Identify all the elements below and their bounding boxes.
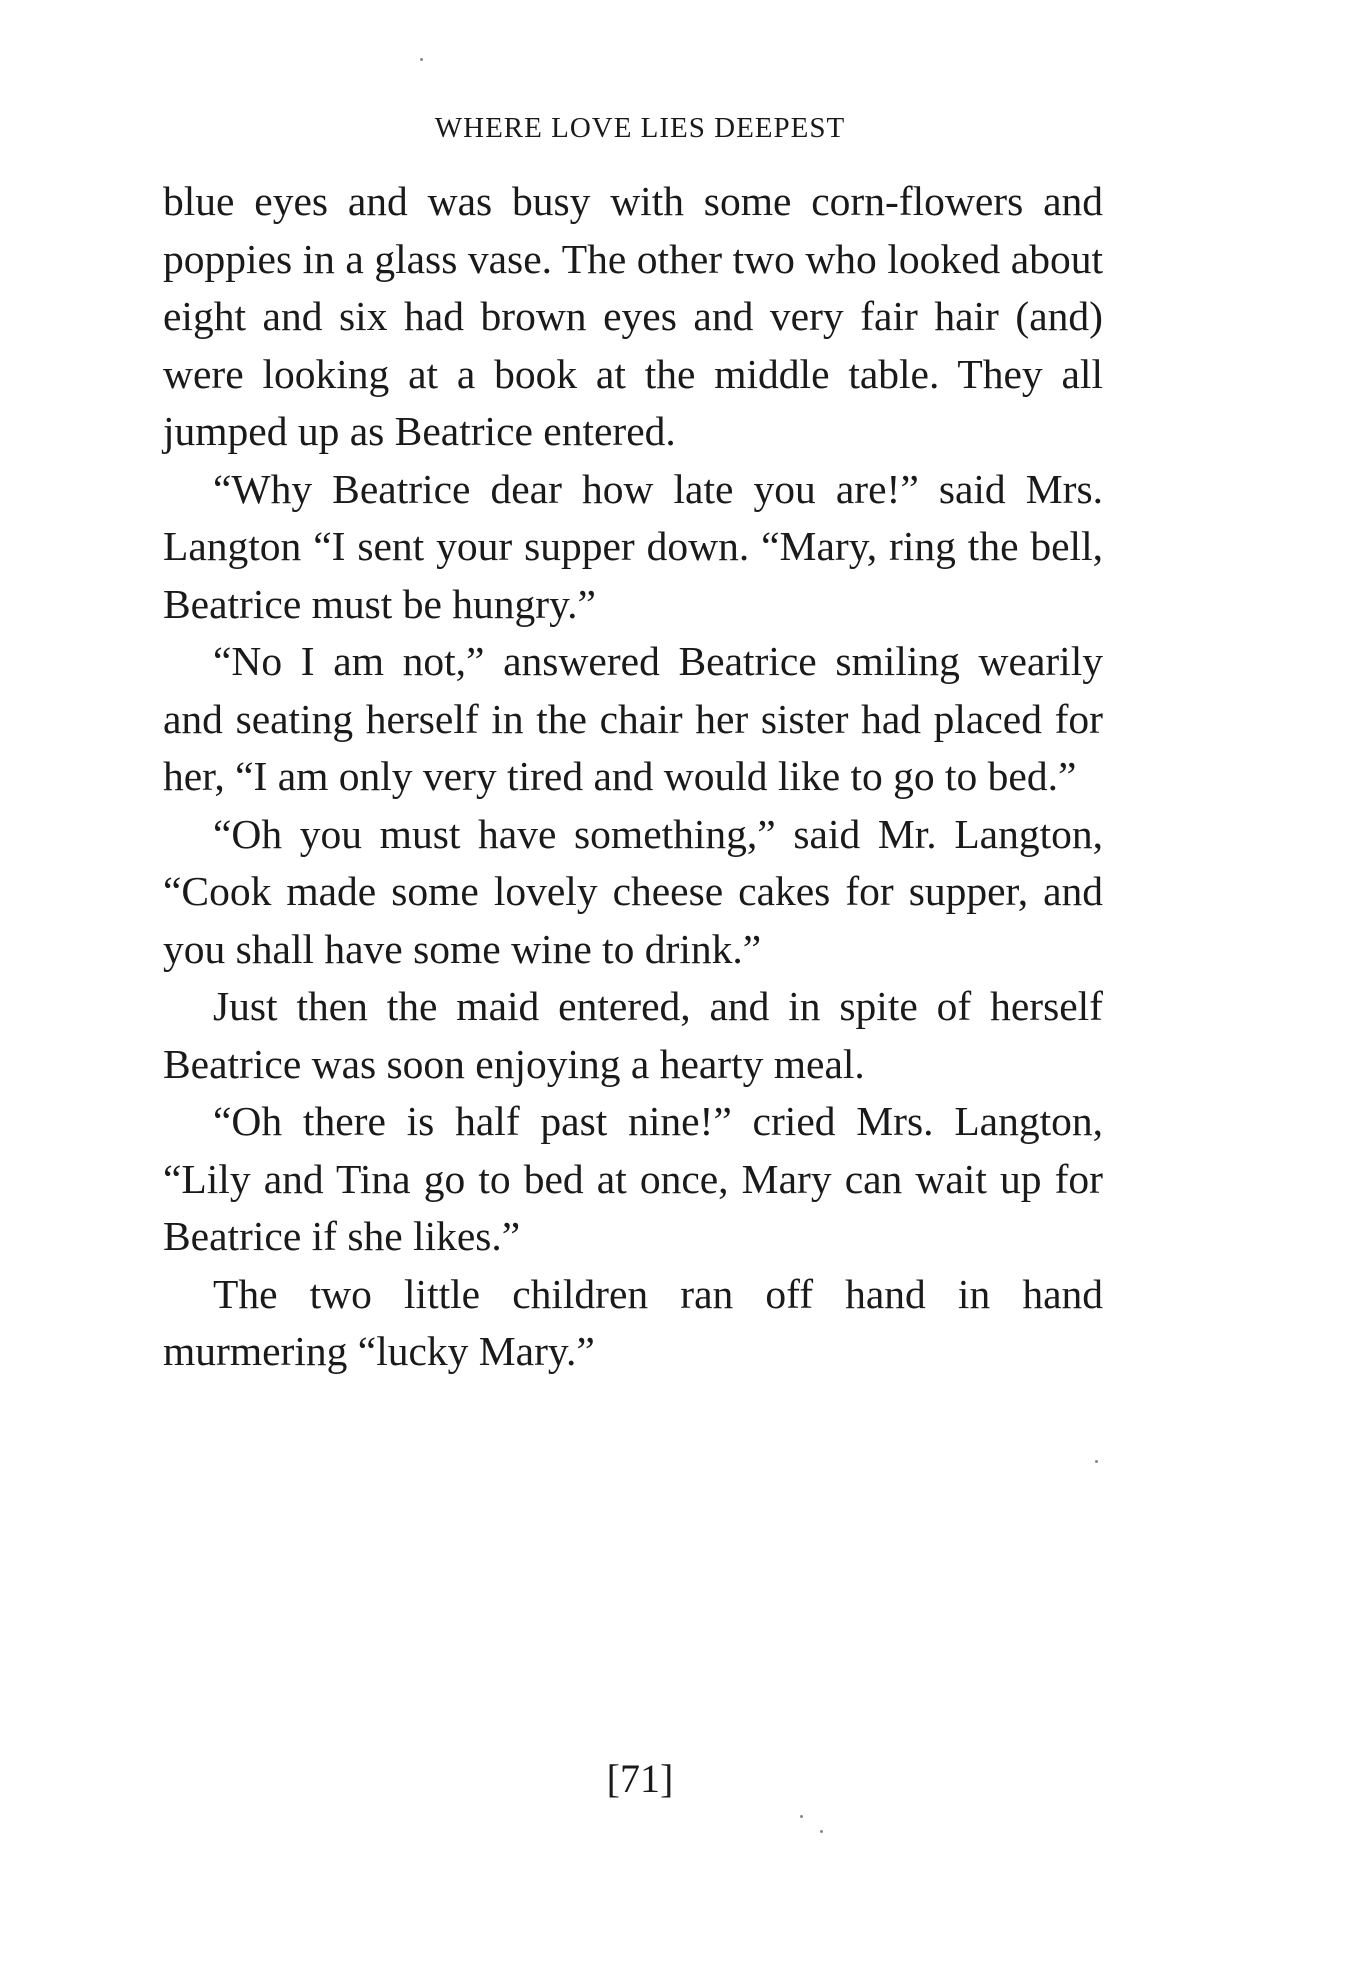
- paragraph: blue eyes and was busy with some corn-flowers and poppies in a glass vase. The other two who looked about eight and six had brown eyes and very fair hair (and) were looking at a book at the middle table. They all jumped up as Beatrice entered.: [163, 178, 1103, 454]
- paragraph: “Oh you must have something,” said Mr. Langton, “Cook made some lovely cheese cakes for supper, and you shall have some wine to drink.”: [163, 810, 1103, 972]
- paper-speck: [1095, 1460, 1098, 1463]
- body-text: [163, 173, 1103, 1381]
- paper-speck: [420, 58, 423, 61]
- paragraph: “Oh there is half past nine!” cried Mrs. Langton, “Lily and Tina go to bed at once, Mary can wait up for Beatrice if she likes.”: [163, 1098, 1103, 1259]
- page-number: [71]: [606, 1756, 674, 1801]
- paragraph: “Why Beatrice dear how late you are!” said Mrs. Langton “I sent your supper down. “Mary, ring the bell, Beatrice must be hungry.”: [163, 465, 1103, 627]
- paragraph: “No I am not,” answered Beatrice smiling wearily and seating herself in the chair her sister had placed for her, “I am only very tired and would like to go to bed.”: [163, 638, 1103, 799]
- running-head: WHERE LOVE LIES DEEPEST: [434, 112, 846, 144]
- paragraph: The two little children ran off hand in hand murmering “lucky Mary.”: [163, 1270, 1103, 1374]
- paper-speck: [820, 1830, 823, 1833]
- paper-speck: [800, 1815, 803, 1818]
- paragraph: Just then the maid entered, and in spite of herself Beatrice was soon enjoying a hearty meal.: [163, 983, 1103, 1087]
